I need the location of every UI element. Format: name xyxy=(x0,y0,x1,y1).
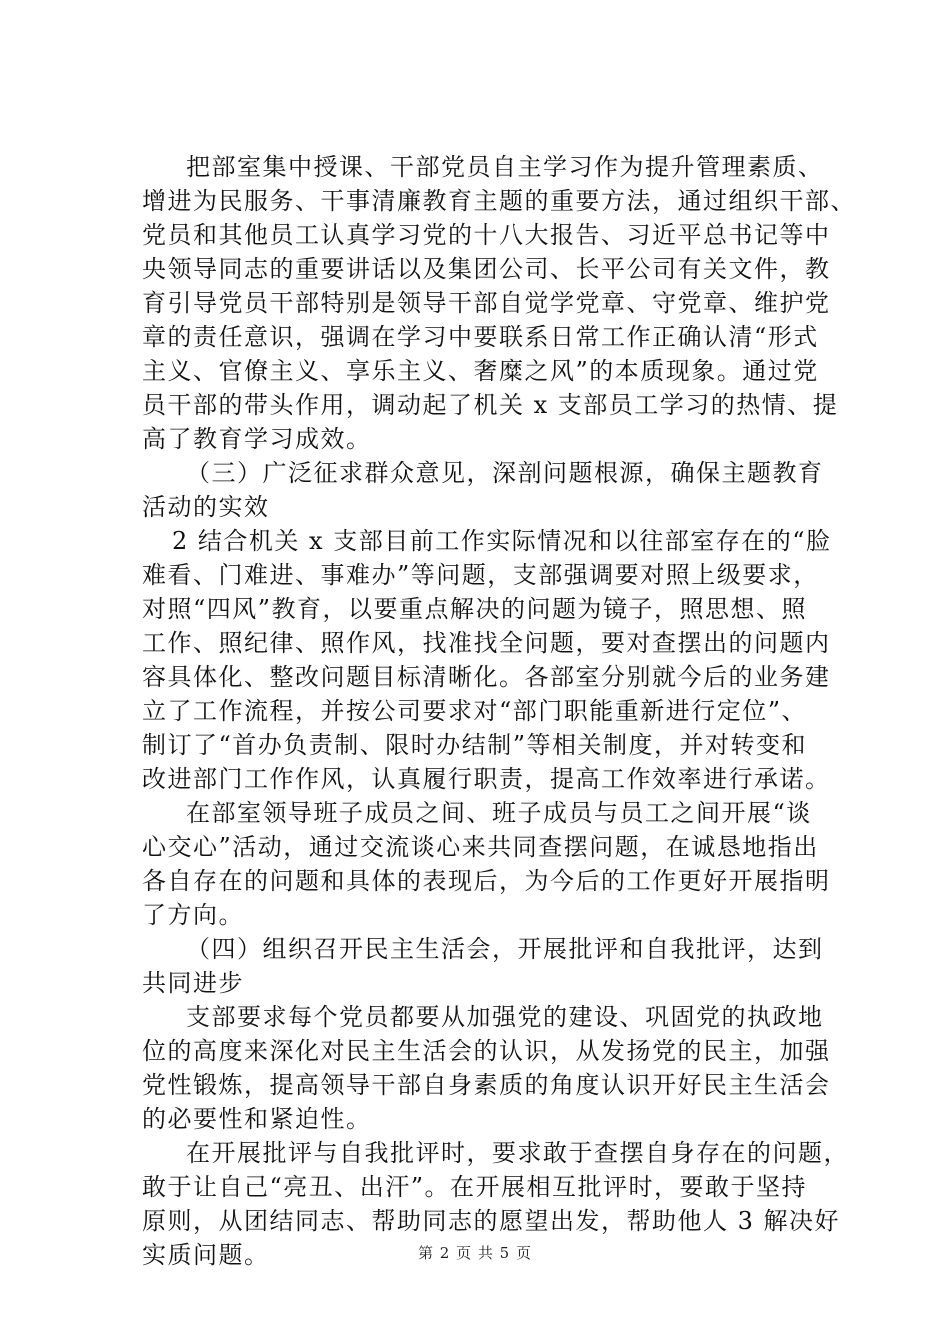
paragraph-line: 把部室集中授课、干部党员自主学习作为提升管理素质、 xyxy=(186,153,824,181)
paragraph-line: 原则，从团结同志、帮助同志的愿望出发，帮助他人 3 解决好 xyxy=(142,1207,841,1235)
paragraph-line: 主义、官僚主义、享乐主义、奢糜之风”的本质现象。通过党 xyxy=(142,357,819,385)
paragraph-line: 各自存在的问题和具体的表现后，为今后的工作更好开展指明 xyxy=(142,867,831,895)
paragraph-line: 工作、照纪律、照作风，找准找全问题，要对查摆出的问题内 xyxy=(142,629,831,657)
paragraph-line: 难看、门难进、事难办”等问题，支部强调要对照上级要求， xyxy=(142,561,819,589)
paragraph-line: 党员和其他员工认真学习党的十八大报告、习近平总书记等中 xyxy=(142,221,831,249)
paragraph-line: 实质问题。 xyxy=(142,1241,270,1269)
paragraph-line: 党性锻炼，提高领导干部自身素质的角度认识开好民主生活会 xyxy=(142,1071,831,1099)
paragraph-line: 章的责任意识，强调在学习中要联系日常工作正确认清“形式 xyxy=(142,323,819,351)
paragraph-line: 的必要性和紧迫性。 xyxy=(142,1105,372,1133)
paragraph-line: 支部要求每个党员都要从加强党的建设、巩固党的执政地 xyxy=(186,1003,824,1031)
paragraph-line: 央领导同志的重要讲话以及集团公司、长平公司有关文件，教 xyxy=(142,255,831,283)
paragraph-line: 2 结合机关 x 支部目前工作实际情况和以往部室存在的“脸 xyxy=(172,527,832,555)
paragraph-line: 位的高度来深化对民主生活会的认识，从发扬党的民主，加强 xyxy=(142,1037,831,1065)
page-number-footer: 第 2 页 共 5 页 xyxy=(418,1244,532,1262)
section-heading-line: （三）广泛征求群众意见，深剖问题根源，确保主题教育 xyxy=(186,459,824,487)
paragraph-line: 对照“四风”教育，以要重点解决的问题为镜子，照思想、照 xyxy=(142,595,808,623)
paragraph-line: 员干部的带头作用，调动起了机关 x 支部员工学习的热情、提 xyxy=(142,391,839,419)
section-heading-line: 共同进步 xyxy=(142,969,244,997)
document-body xyxy=(142,150,856,1272)
paragraph-line: 了方向。 xyxy=(142,901,244,929)
paragraph-line: 心交心”活动，通过交流谈心来共同查摆问题，在诚恳地指出 xyxy=(142,833,819,861)
paragraph-line: 敢于让自己“亮丑、出汗”。在开展相互批评时，要敢于坚持 xyxy=(142,1173,808,1201)
paragraph-line: 增进为民服务、干事清廉教育主题的重要方法，通过组织干部、 xyxy=(142,187,856,215)
section-heading-line: 活动的实效 xyxy=(142,493,270,521)
paragraph-line: 育引导党员干部特别是领导干部自觉学党章、守党章、维护党 xyxy=(142,289,831,317)
paragraph-line: 制订了“首办负责制、限时办结制”等相关制度，并对转变和 xyxy=(142,731,808,759)
paragraph-line: 改进部门工作作风，认真履行职责，提高工作效率进行承诺。 xyxy=(142,765,831,793)
paragraph-line: 容具体化、整改问题目标清晰化。各部室分别就今后的业务建 xyxy=(142,663,831,691)
paragraph-line: 在开展批评与自我批评时，要求敢于查摆自身存在的问题， xyxy=(186,1139,849,1167)
paragraph-line: 高了教育学习成效。 xyxy=(142,425,372,453)
paragraph-line: 在部室领导班子成员之间、班子成员与员工之间开展“谈 xyxy=(186,799,812,827)
paragraph-line: 立了工作流程，并按公司要求对“部门职能重新进行定位”、 xyxy=(142,697,808,725)
section-heading-line: （四）组织召开民主生活会，开展批评和自我批评，达到 xyxy=(186,935,824,963)
